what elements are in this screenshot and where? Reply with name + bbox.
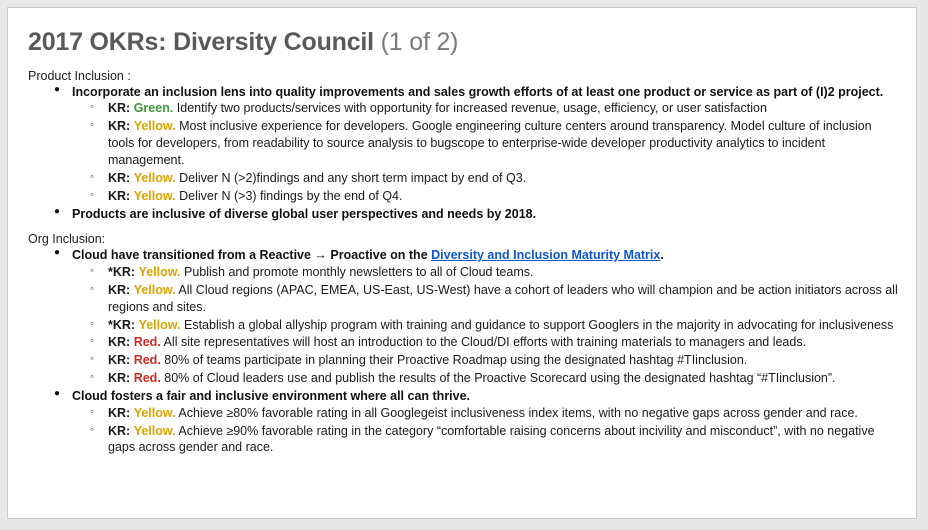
objective-list xyxy=(26,247,898,456)
kr-text: All Cloud regions (APAC, EMEA, US-East, US-West) have a cohort of leaders who will champion and be action initiators across all regions and sites. xyxy=(108,282,898,314)
kr-label: KR: xyxy=(108,335,131,350)
objective-list xyxy=(26,84,898,223)
kr-item xyxy=(72,264,898,281)
kr-text: Publish and promote monthly newsletters to all of Cloud teams. xyxy=(183,264,534,279)
page-title-suffix: (1 of 2) xyxy=(380,28,459,56)
kr-label: KR: xyxy=(108,423,131,438)
kr-text: Establish a global allyship program with training and guidance to support Googlers in the majority in advocating for inclusiveness xyxy=(183,317,894,332)
kr-status: Green. xyxy=(133,101,174,116)
kr-item xyxy=(72,317,898,334)
kr-text: Deliver N (>2)findings and any short term impact by end of Q3. xyxy=(179,170,527,185)
kr-item xyxy=(72,170,898,187)
kr-list xyxy=(72,405,898,457)
kr-label: KR: xyxy=(108,371,131,386)
kr-text: Achieve ≥90% favorable rating in the category “comfortable raising concerns about incivility and misconduct”, with no negative gaps across gender and race. xyxy=(108,423,875,455)
kr-list xyxy=(72,264,898,387)
kr-label: KR: xyxy=(108,405,131,420)
page-title-main: 2017 OKRs: Diversity Council xyxy=(28,28,374,56)
kr-label: *KR: xyxy=(108,317,136,332)
maturity-matrix-link[interactable]: Diversity and Inclusion Maturity Matrix xyxy=(431,248,661,263)
kr-status: Yellow. xyxy=(138,264,181,279)
section-label: Product Inclusion : xyxy=(28,68,131,83)
kr-item xyxy=(72,405,898,422)
kr-text: All site representatives will host an introduction to the Cloud/DI efforts with training materials to managers and leads. xyxy=(163,335,807,350)
section-spacer xyxy=(26,223,898,232)
kr-label: KR: xyxy=(108,170,131,185)
kr-item xyxy=(72,282,898,316)
kr-label: KR: xyxy=(108,353,131,368)
kr-label: *KR: xyxy=(108,264,136,279)
kr-item xyxy=(72,100,898,117)
kr-item xyxy=(72,352,898,369)
kr-text: Identify two products/services with opportunity for increased revenue, usage, efficiency, or user satisfaction xyxy=(176,101,767,116)
kr-status: Yellow. xyxy=(133,119,176,134)
kr-status: Red. xyxy=(133,371,161,386)
kr-label: KR: xyxy=(108,119,131,134)
kr-item xyxy=(72,188,898,205)
section-product-inclusion xyxy=(26,69,898,223)
kr-status: Yellow. xyxy=(133,282,176,297)
objective-item xyxy=(26,247,898,387)
objective-item xyxy=(26,388,898,456)
objective-text: Cloud have transitioned from a Reactive → Proactive on the xyxy=(72,248,432,263)
kr-item xyxy=(72,118,898,169)
kr-status: Red. xyxy=(133,335,161,350)
objective-text: Products are inclusive of diverse global user perspectives and needs by 2018. xyxy=(72,206,537,221)
page-title xyxy=(28,28,898,57)
kr-item xyxy=(72,423,898,457)
objective-text: Incorporate an inclusion lens into quality improvements and sales growth efforts of at least one product or service as part of (I)2 project. xyxy=(72,84,884,99)
kr-status: Yellow. xyxy=(133,423,176,438)
kr-text: Achieve ≥80% favorable rating in all Googlegeist inclusiveness index items, with no negative gaps across gender and race. xyxy=(178,405,858,420)
objective-item xyxy=(26,206,898,223)
kr-text: 80% of teams participate in planning their Proactive Roadmap using the designated hashtag #TIinclusion. xyxy=(164,353,748,368)
kr-status: Yellow. xyxy=(133,170,176,185)
kr-list xyxy=(72,100,898,204)
kr-item xyxy=(72,334,898,351)
kr-label: KR: xyxy=(108,188,131,203)
kr-label: KR: xyxy=(108,282,131,297)
objective-text: Cloud fosters a fair and inclusive environment where all can thrive. xyxy=(72,389,471,403)
document-page xyxy=(8,8,916,518)
kr-status: Yellow. xyxy=(138,317,181,332)
kr-text: 80% of Cloud leaders use and publish the results of the Proactive Scorecard using the designated hashtag “#TIinclusion”. xyxy=(164,371,836,386)
kr-item xyxy=(72,370,898,387)
kr-label: KR: xyxy=(108,101,131,116)
kr-status: Yellow. xyxy=(133,405,176,420)
kr-text: Most inclusive experience for developers. Google engineering culture centers around transparency. Model culture of inclusion tools for developers, from readability to source analysis to bugscope to enterprise-wide developer productivity analytics to incident management. xyxy=(108,119,872,167)
kr-text: Deliver N (>3) findings by the end of Q4. xyxy=(179,188,403,203)
kr-status: Yellow. xyxy=(133,188,176,203)
objective-item xyxy=(26,84,898,205)
objective-text-end: . xyxy=(660,248,664,263)
kr-status: Red. xyxy=(133,353,161,368)
section-label: Org Inclusion: xyxy=(28,232,106,247)
section-org-inclusion xyxy=(26,232,898,456)
